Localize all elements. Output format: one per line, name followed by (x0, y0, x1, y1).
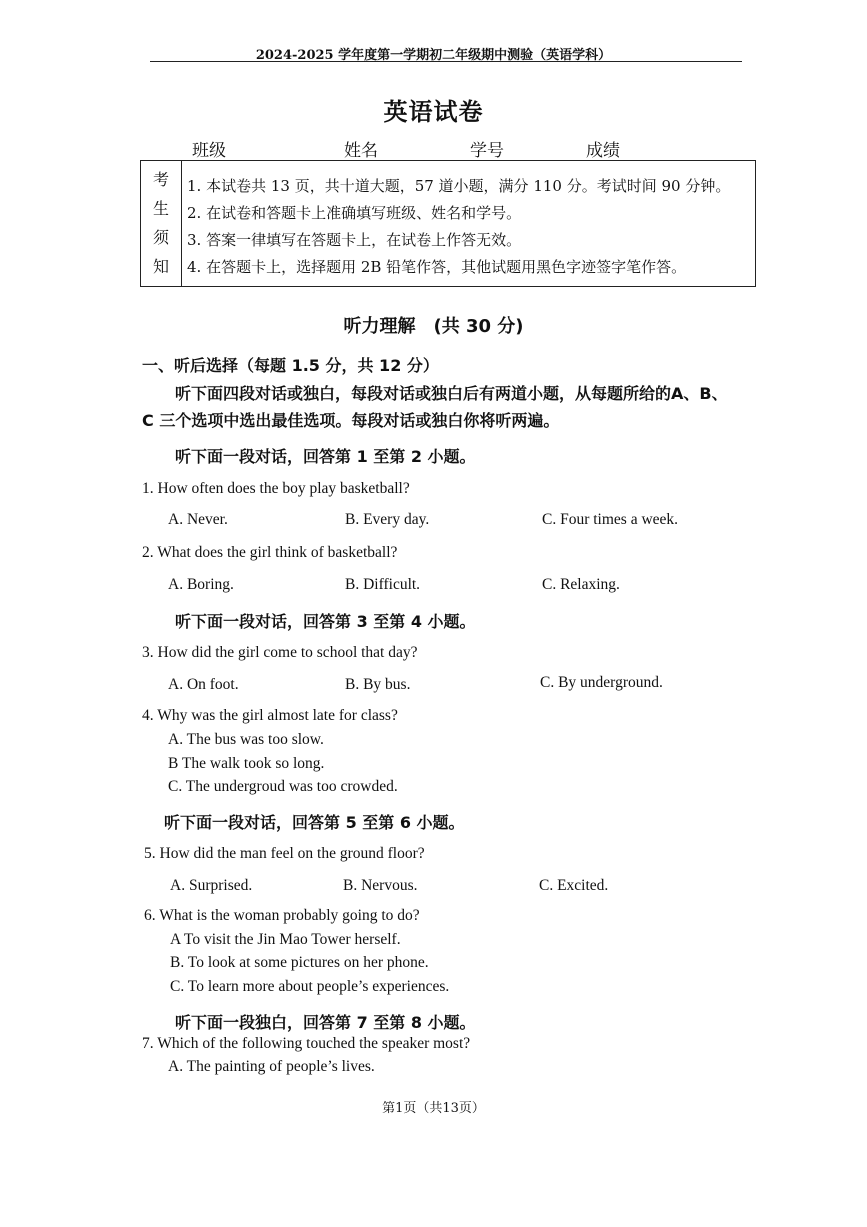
page-footer: 第1页（共13页） (382, 1101, 485, 1116)
field-name-label: 姓名 (344, 141, 378, 161)
option-c[interactable]: C. To learn more about people’s experiences. (170, 978, 450, 995)
notice-item: 3. 答案一律填写在答题卡上，在试卷上作答无效。 (187, 231, 522, 249)
notice-item: 2. 在试卷和答题卡上准确填写班级、姓名和学号。 (187, 204, 522, 222)
option-a[interactable]: A. The bus was too slow. (168, 731, 324, 748)
question-stem: 7. Which of the following touched the speaker most? (142, 1035, 471, 1052)
dialogue-intro: 听下面一段对话，回答第 3 至第 4 小题。 (175, 612, 476, 631)
field-class-label: 班级 (192, 141, 226, 161)
option-b[interactable]: B. Every day. (345, 511, 430, 528)
option-c[interactable]: C. Excited. (539, 877, 609, 894)
option-b[interactable]: B The walk took so long. (168, 755, 325, 772)
notice-label-char: 知 (152, 257, 169, 276)
option-b[interactable]: B. By bus. (345, 676, 411, 693)
option-c[interactable]: C. Relaxing. (542, 576, 620, 593)
dialogue-intro: 听下面一段对话，回答第 1 至第 2 小题。 (175, 447, 476, 466)
field-number (470, 136, 586, 161)
field-class-blank[interactable] (226, 144, 344, 161)
question-stem: 6. What is the woman probably going to do? (144, 907, 420, 924)
option-a[interactable]: A. Never. (168, 511, 228, 528)
header-rule (150, 61, 742, 62)
question-stem: 4. Why was the girl almost late for class? (142, 707, 398, 724)
page-title: 英语试卷 (383, 97, 484, 126)
option-c[interactable]: C. Four times a week. (542, 511, 679, 528)
option-a[interactable]: A. On foot. (168, 676, 239, 693)
notice-label-char: 生 (152, 199, 169, 218)
notice-label (141, 161, 182, 286)
field-number-label: 学号 (470, 141, 504, 161)
option-b[interactable]: B. Nervous. (343, 877, 418, 894)
question-stem: 1. How often does the boy play basketball? (142, 480, 410, 497)
field-name-blank[interactable] (378, 144, 470, 161)
part-title: 一、听后选择（每题 1.5 分，共 12 分） (142, 356, 439, 375)
question-stem: 5. How did the man feel on the ground floor? (144, 845, 425, 862)
monologue-intro: 听下面一段独白，回答第 7 至第 8 小题。 (175, 1013, 476, 1032)
field-score-blank[interactable] (620, 144, 712, 161)
option-a[interactable]: A To visit the Jin Mao Tower herself. (170, 931, 401, 948)
part-instruction-line1: 听下面四段对话或独白，每段对话或独白后有两道小题，从每题所给的A、B、 (175, 384, 728, 403)
field-class (192, 136, 344, 161)
option-b[interactable]: B. Difficult. (345, 576, 421, 593)
option-c[interactable]: C. By underground. (540, 674, 663, 691)
notice-label-char: 须 (152, 228, 169, 247)
option-a[interactable]: A. Boring. (168, 576, 234, 593)
notice-item: 1. 本试卷共 13 页，共十道大题，57 道小题，满分 110 分。考试时间 90 分钟。 (187, 177, 731, 195)
field-number-blank[interactable] (504, 144, 586, 161)
exam-header: 2024-2025 学年度第一学期初二年级期中测验（英语学科） (255, 48, 612, 63)
field-score-label: 成绩 (586, 141, 620, 161)
field-score (586, 136, 712, 161)
option-c[interactable]: C. The undergroud was too crowded. (168, 778, 398, 795)
notice-label-char: 考 (152, 170, 169, 189)
field-name (344, 136, 470, 161)
option-a[interactable]: A. The painting of people’s lives. (168, 1058, 375, 1075)
notice-item: 4. 在答题卡上，选择题用 2B 铅笔作答，其他试题用黑色字迹签字笔作答。 (187, 258, 687, 276)
option-a[interactable]: A. Surprised. (170, 877, 253, 894)
dialogue-intro: 听下面一段对话，回答第 5 至第 6 小题。 (164, 813, 465, 832)
question-stem: 2. What does the girl think of basketball? (142, 544, 398, 561)
notice-box (140, 160, 756, 287)
section-title: 听力理解 (共 30 分) (343, 316, 524, 337)
option-b[interactable]: B. To look at some pictures on her phone. (170, 954, 429, 971)
part-instruction-line2: C 三个选项中选出最佳选项。每段对话或独白你将听两遍。 (142, 411, 560, 430)
question-stem: 3. How did the girl come to school that day? (142, 644, 418, 661)
